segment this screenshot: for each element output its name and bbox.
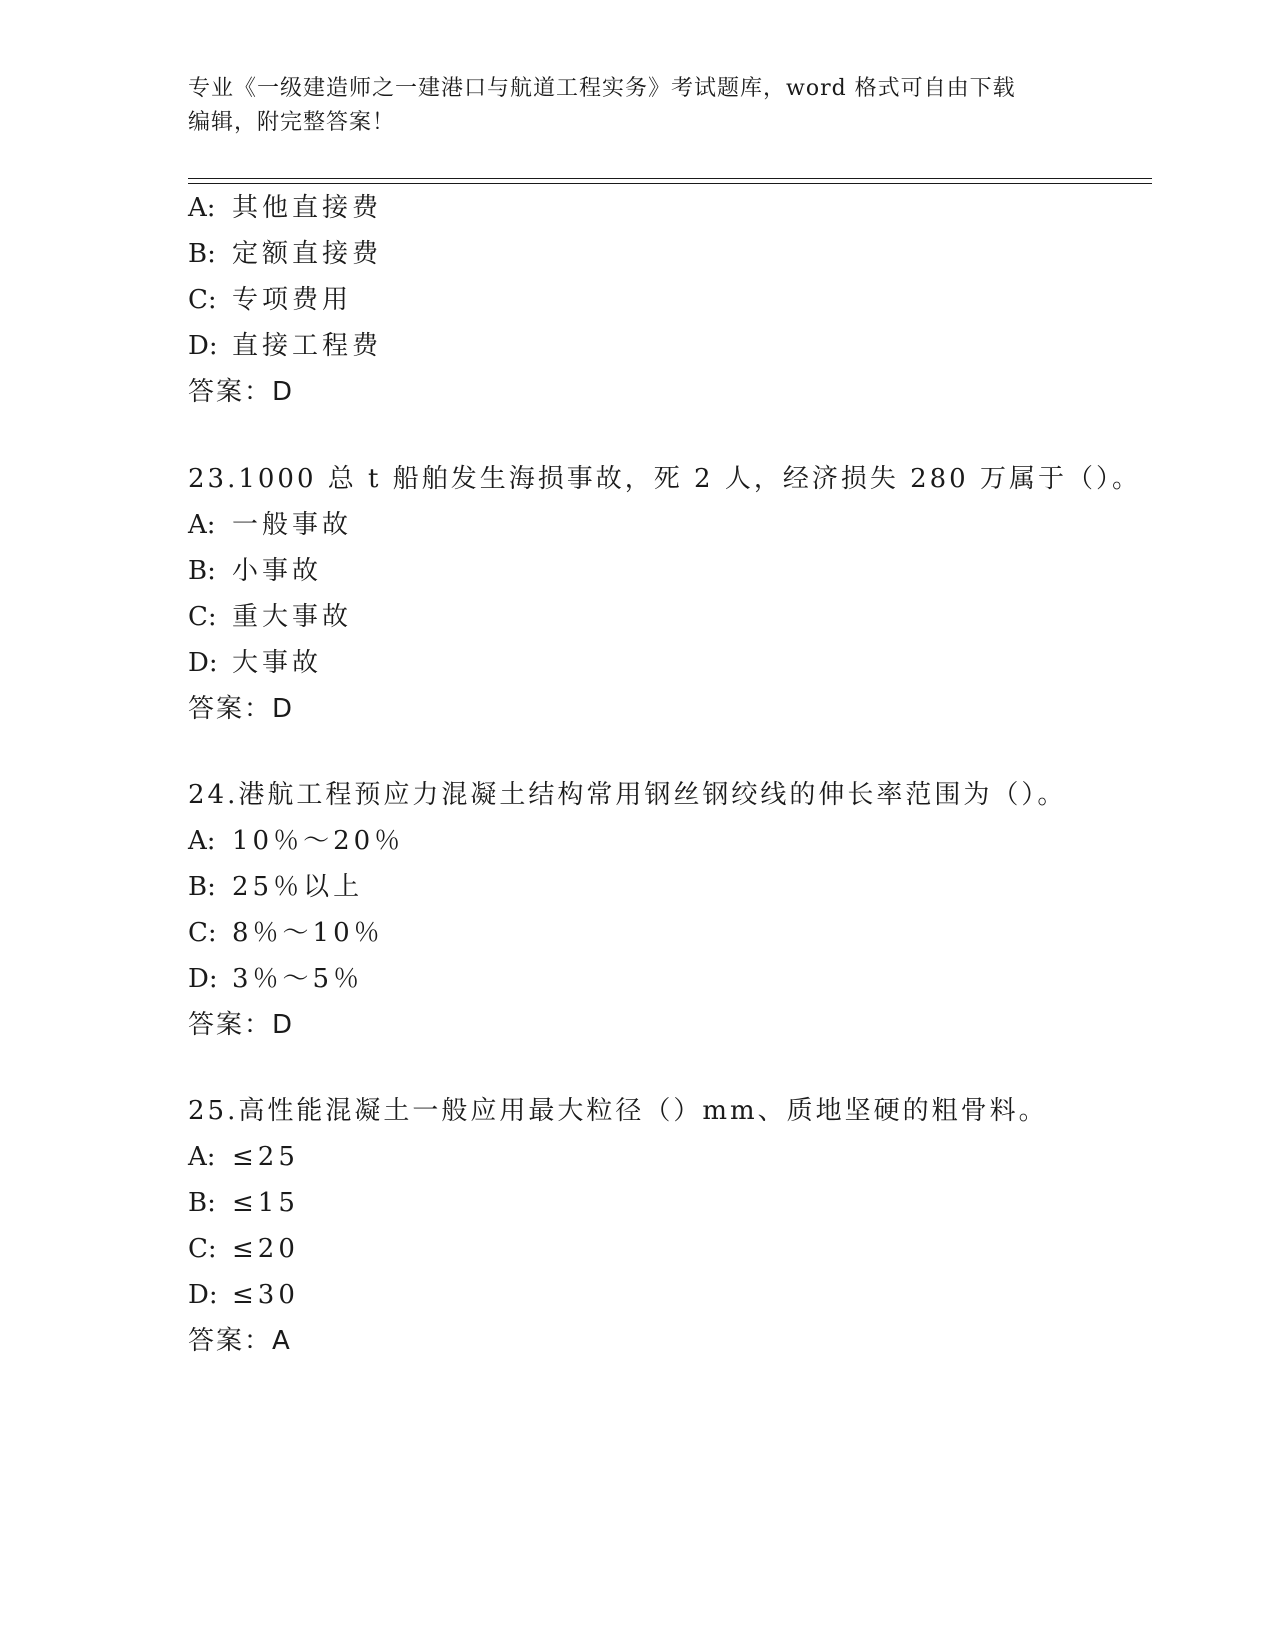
option-text: 直接工程费 <box>232 331 383 361</box>
option-b <box>188 548 1188 594</box>
question-stem: 23.1000 总 t 船舶发生海损事故，死 2 人，经济损失 280 万属于（）。 <box>188 464 1141 494</box>
option-c <box>188 1226 1188 1272</box>
option-key: D: <box>188 331 218 361</box>
option-a <box>188 818 1188 864</box>
option-key: A: <box>188 510 216 540</box>
option-text: 8％～10％ <box>232 918 384 948</box>
question-stem: 24.港航工程预应力混凝土结构常用钢丝钢绞线的伸长率范围为（）。 <box>188 780 1067 810</box>
option-text: 专项费用 <box>232 285 353 315</box>
document-header <box>188 72 1088 140</box>
question-25 <box>188 1088 1188 1364</box>
option-c <box>188 277 1188 323</box>
option-text: 其他直接费 <box>232 193 383 223</box>
option-a <box>188 1134 1188 1180</box>
answer-line: 答案：D <box>188 377 295 407</box>
option-text: 小事故 <box>232 556 323 586</box>
option-text: ≤25 <box>232 1142 299 1172</box>
header-divider-bottom <box>188 183 1152 184</box>
option-d <box>188 956 1188 1002</box>
option-c <box>188 910 1188 956</box>
question-23 <box>188 456 1188 732</box>
option-text: 25％以上 <box>232 872 364 902</box>
option-key: A: <box>188 826 216 856</box>
option-a <box>188 502 1188 548</box>
option-key: D: <box>188 964 218 994</box>
option-key: C: <box>188 602 217 632</box>
answer-line: 答案：D <box>188 694 295 724</box>
option-text: ≤30 <box>232 1280 299 1310</box>
option-key: A: <box>188 1142 216 1172</box>
header-divider-top <box>188 178 1152 179</box>
answer-line: 答案：D <box>188 1010 295 1040</box>
header-line-1: 专业《一级建造师之一建港口与航道工程实务》考试题库，word 格式可自由下载 <box>188 76 1016 101</box>
option-text: 大事故 <box>232 648 323 678</box>
option-key: B: <box>188 239 216 269</box>
option-d <box>188 640 1188 686</box>
option-key: D: <box>188 1280 218 1310</box>
option-text: ≤20 <box>232 1234 299 1264</box>
header-line-2: 编辑，附完整答案！ <box>188 110 396 135</box>
option-key: C: <box>188 918 217 948</box>
option-text: ≤15 <box>232 1188 299 1218</box>
option-text: 定额直接费 <box>232 239 383 269</box>
option-text: 一般事故 <box>232 510 353 540</box>
option-key: C: <box>188 1234 217 1264</box>
option-key: A: <box>188 193 216 223</box>
option-b <box>188 864 1188 910</box>
option-text: 3％～5％ <box>232 964 364 994</box>
option-d <box>188 1272 1188 1318</box>
option-key: C: <box>188 285 217 315</box>
option-c <box>188 594 1188 640</box>
question-stem: 25.高性能混凝土一般应用最大粒径（）mm、质地坚硬的粗骨料。 <box>188 1096 1048 1126</box>
option-text: 10％～20％ <box>232 826 405 856</box>
option-key: B: <box>188 556 216 586</box>
option-text: 重大事故 <box>232 602 353 632</box>
option-b <box>188 231 1188 277</box>
option-b <box>188 1180 1188 1226</box>
option-d <box>188 323 1188 369</box>
question-22 <box>188 185 1188 415</box>
option-key: B: <box>188 872 216 902</box>
option-key: B: <box>188 1188 216 1218</box>
option-key: D: <box>188 648 218 678</box>
question-24 <box>188 772 1188 1048</box>
answer-line: 答案：A <box>188 1326 292 1356</box>
option-a <box>188 185 1188 231</box>
